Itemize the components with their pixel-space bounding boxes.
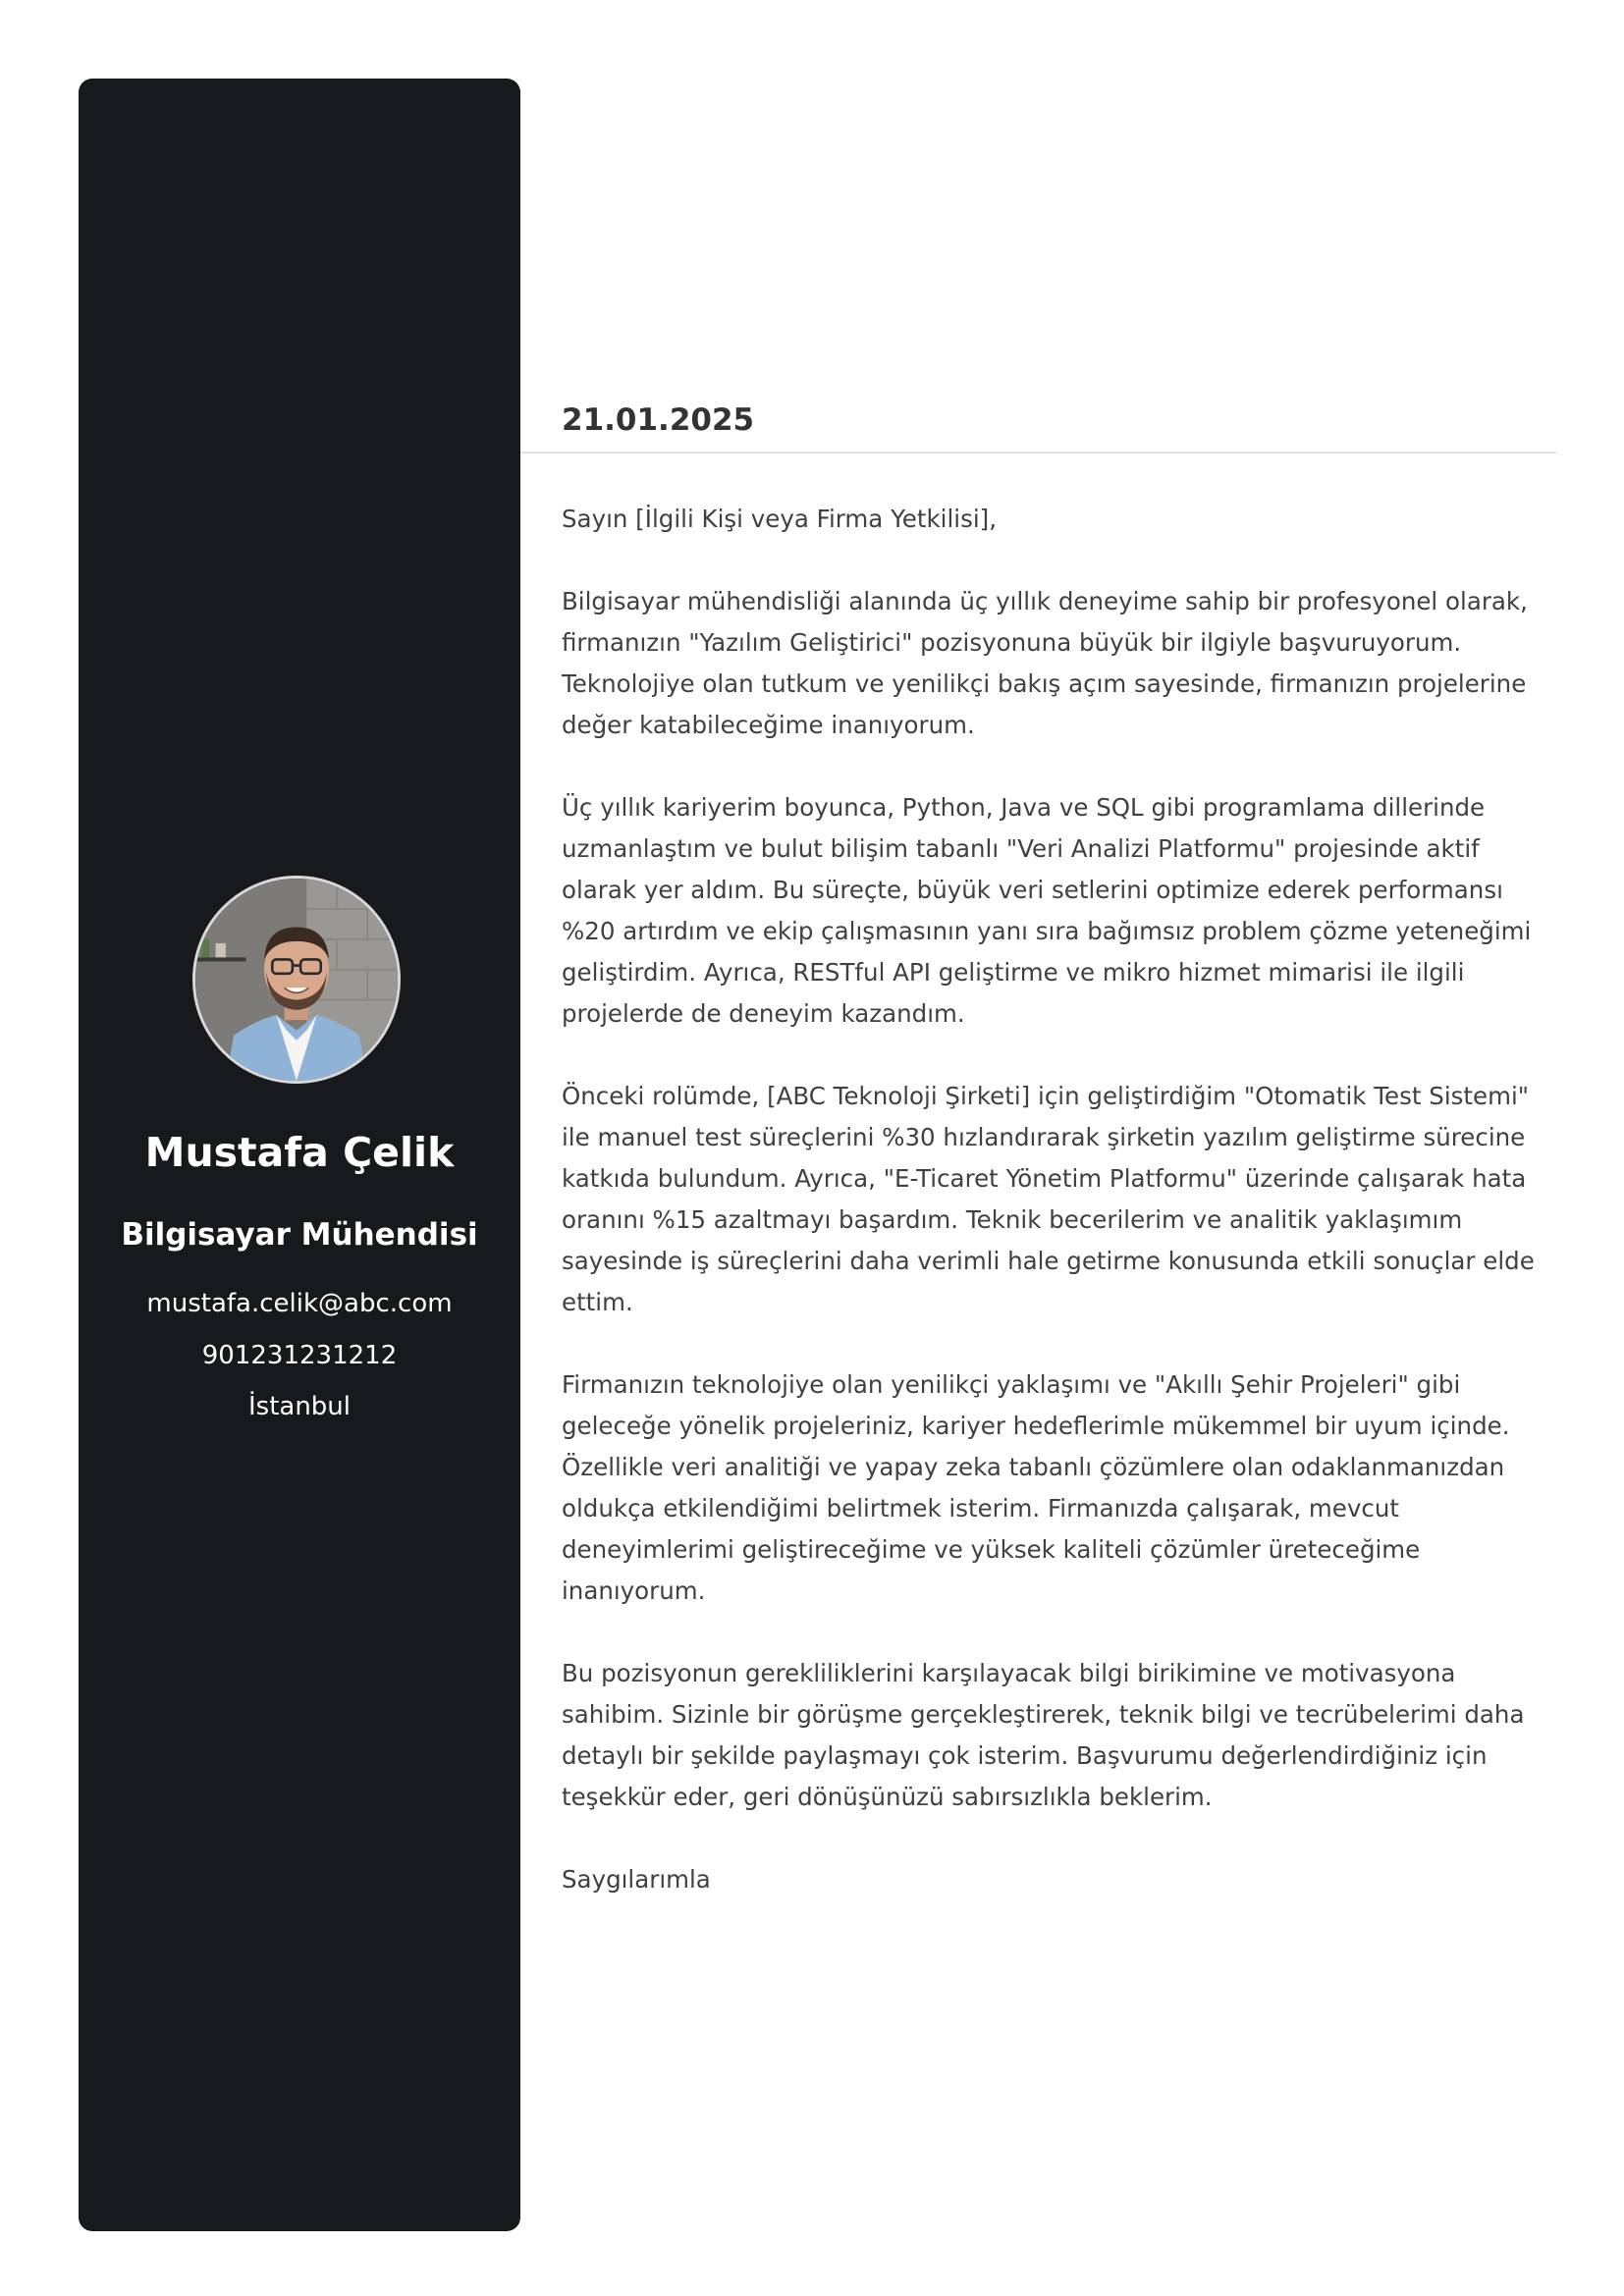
contact-phone: 901231231212: [201, 1341, 398, 1370]
letter-greeting: Sayın [İlgili Kişi veya Firma Yetkilisi],: [562, 505, 997, 533]
person-photo-icon: [195, 879, 398, 1081]
sidebar: [79, 79, 520, 2231]
letter-paragraph: Üç yıllık kariyerim boyunca, Python, Java ve SQL gibi programlama dillerinde uzmanlaştım ve bulut bilişim tabanlı "Veri Analizi Platformu" projesinde aktif olarak yer aldım. Bu süreçte, büyük veri setlerini optimize ederek performansı %20 artırdım ve ekip çalışmasının yanı sıra bağımsız problem çözme yeteneğimi geliştirdim. Ayrıca, RESTful API geliştirme ve mikro hizmet mimarisi ile ilgili projelerde de deneyim kazandım.: [562, 793, 1532, 1028]
letter-paragraph: Bu pozisyonun gerekliliklerini karşılayacak bilgi birikimine ve motivasyona sahibim. Sizinle bir görüşme gerçekleştirerek, teknik bilgi ve tecrübelerimi daha detaylı bir şekilde paylaşmayı çok isterim. Başvurumu değerlendirdiğiniz için teşekkür eder, geri dönüşünüzü sabırsızlıkla beklerim.: [562, 1659, 1525, 1811]
letter-body: [562, 499, 1558, 1942]
divider: [520, 452, 1556, 454]
letter-paragraph: Bilgisayar mühendisliği alanında üç yıllık deneyime sahip bir profesyonel olarak, firmanızın "Yazılım Geliştirici" pozisyonuna büyük bir ilgiyle başvuruyorum. Teknolojiye olan tutkum ve yenilikçi bakış açım sayesinde, firmanızın projelerine değer katabileceğime inanıyorum.: [562, 587, 1528, 739]
applicant-name: Mustafa Çelik: [144, 1129, 455, 1176]
contact-email: mustafa.celik@abc.com: [146, 1289, 453, 1318]
letter-date: 21.01.2025: [562, 402, 755, 438]
profile-photo: [192, 876, 401, 1084]
applicant-title: Bilgisayar Mühendisi: [121, 1217, 478, 1253]
letter-paragraph: Firmanızın teknolojiye olan yenilikçi yaklaşımı ve "Akıllı Şehir Projeleri" gibi geleceğe yönelik projeleriniz, kariyer hedeflerimle mükemmel bir uyum içinde. Özellikle veri analitiği ve yapay zeka tabanlı çözümlere olan odaklanmanızdan oldukça etkilendiğimi belirtmek isterim. Firmanızda çalışarak, mevcut deneyimlerimi geliştireceğime ve yüksek kaliteli çözümler üreteceğime inanıyorum.: [562, 1370, 1510, 1605]
letter-paragraph: Önceki rolümde, [ABC Teknoloji Şirketi] için geliştirdiğim "Otomatik Test Sistemi" ile manuel test süreçlerini %30 hızlandırarak şirketin yazılım geliştirme sürecine katkıda bulundum. Ayrıca, "E-Ticaret Yönetim Platformu" üzerinde çalışarak hata oranını %15 azaltmayı başardım. Teknik becerilerim ve analitik yaklaşımım sayesinde iş süreçlerini daha verimli hale getirme konusunda etkili sonuçlar elde ettim.: [562, 1082, 1535, 1316]
contact-city: İstanbul: [247, 1392, 352, 1421]
letter-closing: Saygılarımla: [562, 1865, 711, 1894]
